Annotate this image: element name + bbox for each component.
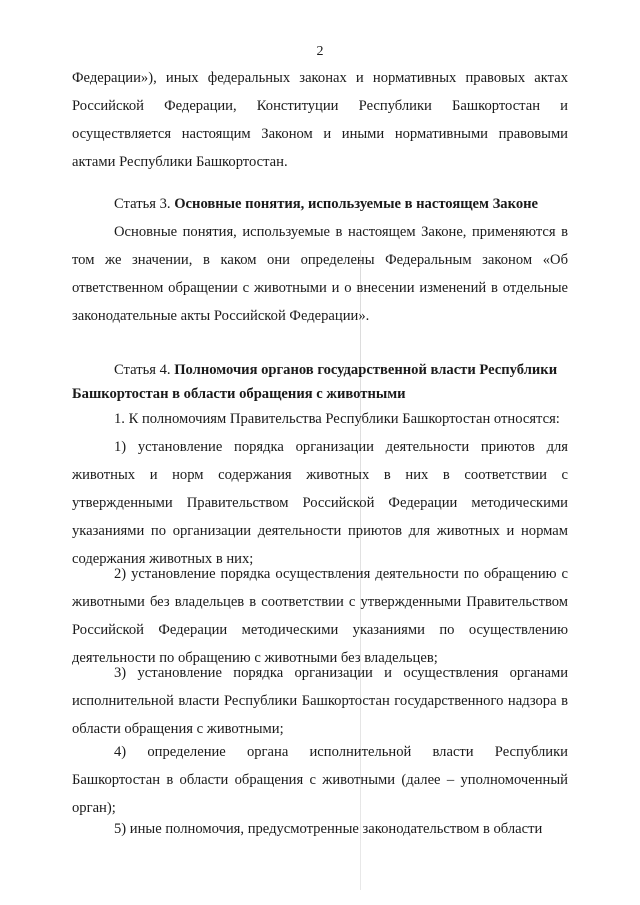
article-3-paragraph: Основные понятия, используемые в настоящем Законе, применяются в том же значении, в каком они определены Федеральным законом «Об ответственном обращении с животными и о внесении изменений в отдельные законодательные акты Российской Федерации». xyxy=(72,224,568,324)
article-4-item-3: 3) установление порядка организации и осуществления органами исполнительной власти Республики Башкортостан государственного надзора в области обращения с животными; xyxy=(72,665,568,737)
article-4-number: Статья 4. xyxy=(114,362,171,378)
article-4-title-line-1: Полномочия органов государственной власти Республики xyxy=(174,362,558,378)
article-4-item-1: 1) установление порядка организации деятельности приютов для животных и норм содержания животных в них в соответствии с утвержденными Правительством Российской Федерации методическими указаниями по организации деятельности приютов для животных и нормам содержания животных в них; xyxy=(72,439,568,567)
article-3-number: Статья 3. xyxy=(114,196,171,212)
article-4-item-5: 5) иные полномочия, предусмотренные законодательством в области xyxy=(114,821,543,837)
article-4-item-4: 4) определение органа исполнительной власти Республики Башкортостан в области обращения с животными (далее – уполномоченный орган); xyxy=(72,744,568,816)
page-number: 2 xyxy=(316,44,324,59)
intro-paragraph: Федерации»), иных федеральных законах и нормативных правовых актах Российской Федерации, Конституции Республики Башкортостан и осуществляется настоящим Законом и иными нормативными правовыми актами Республики Башкортостан. xyxy=(72,70,568,170)
article-4-heading xyxy=(72,358,568,406)
article-3-heading xyxy=(72,192,568,216)
article-4-clause-1: 1. К полномочиям Правительства Республики Башкортостан относятся: xyxy=(114,411,560,427)
article-4-title-line-2: Башкортостан в области обращения с животными xyxy=(72,386,406,402)
article-4-item-2: 2) установление порядка осуществления деятельности по обращению с животными без владельцев в соответствии с утвержденными Правительством Российской Федерации методическими указаниями по осуществлению деятельности по обращению с животными без владельцев; xyxy=(72,566,568,666)
article-3-title: Основные понятия, используемые в настоящем Законе xyxy=(174,196,538,212)
